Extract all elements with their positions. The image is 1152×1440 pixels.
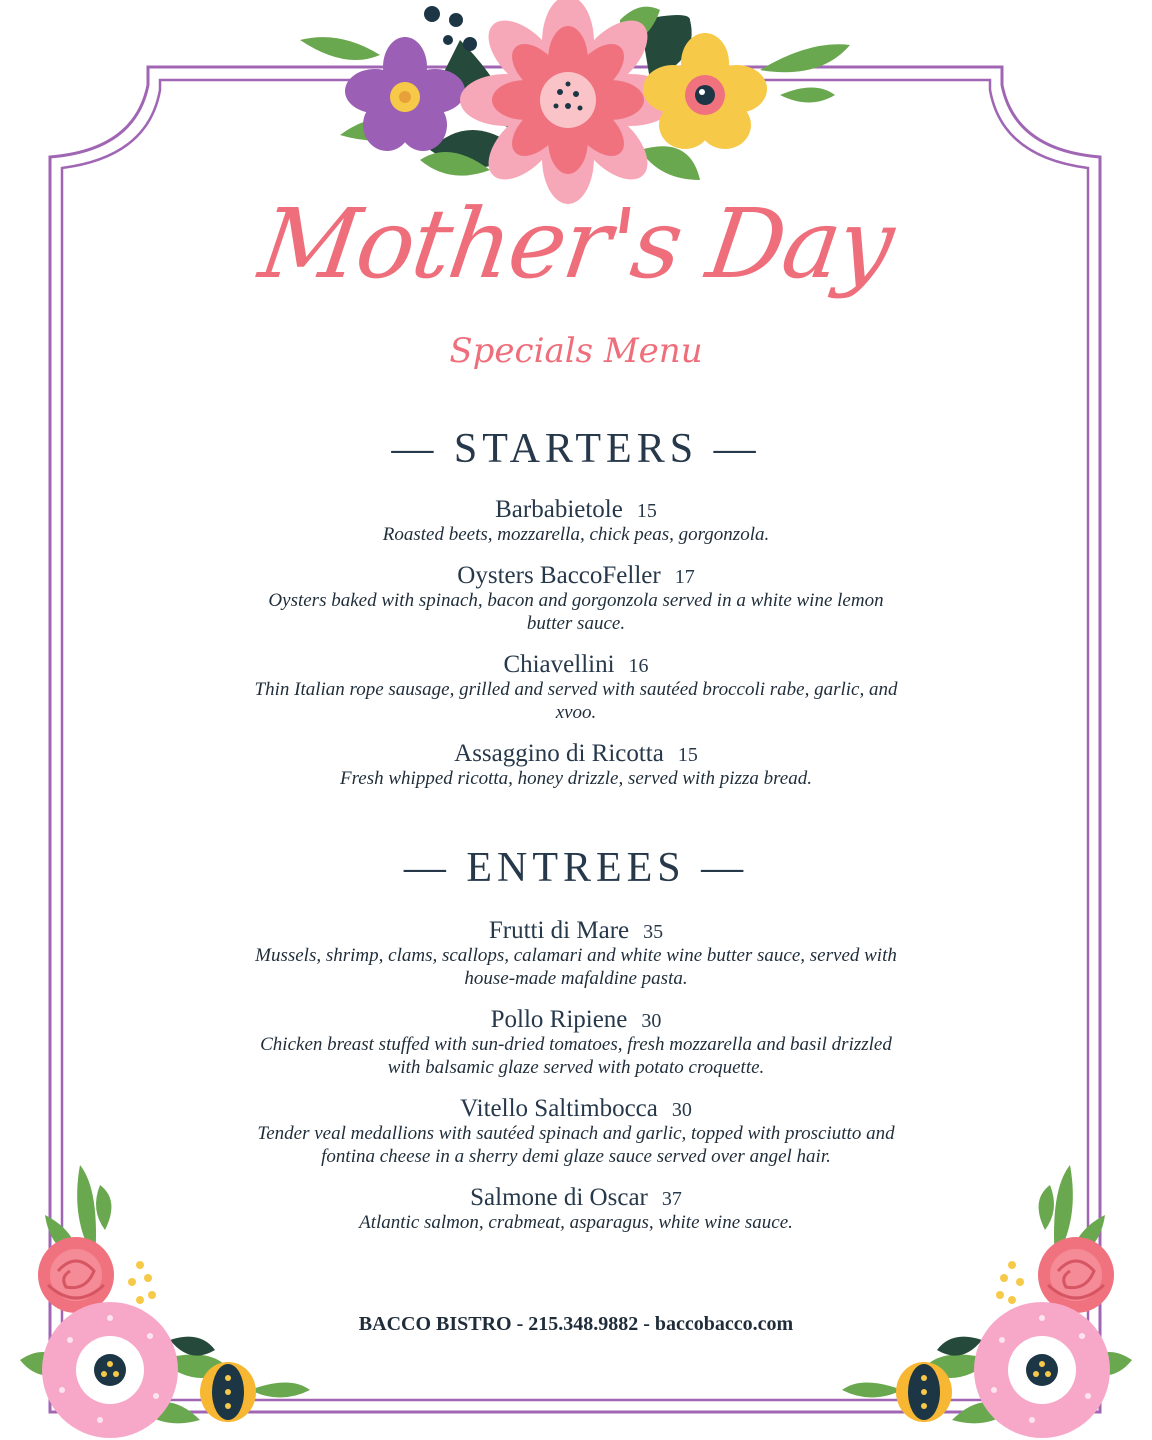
menu-item xyxy=(0,497,1152,546)
item-description: Tender veal medallions with sautéed spinach and garlic, topped with prosciutto and fontina cheese in a sherry demi glaze sauce served over angel hair. xyxy=(257,1123,895,1167)
menu-item xyxy=(0,1185,1152,1234)
menu-title: Mother's Day xyxy=(253,188,899,300)
item-name: Salmone di Oscar xyxy=(470,1184,648,1211)
menu-subtitle: Specials Menu xyxy=(449,331,703,371)
item-description: Chicken breast stuffed with sun-dried tomatoes, fresh mozzarella and basil drizzled with balsamic glaze served with potato croquette. xyxy=(260,1034,892,1078)
item-description: Mussels, shrimp, clams, scallops, calamari and white wine butter sauce, served with house-made mafaldine pasta. xyxy=(255,945,897,989)
item-name: Chiavellini xyxy=(503,651,615,678)
menu-item xyxy=(0,563,1152,635)
item-description: Oysters baked with spinach, bacon and gorgonzola served in a white wine lemon butter sauce. xyxy=(268,590,884,634)
menu-item xyxy=(0,1007,1152,1079)
item-description: Fresh whipped ricotta, honey drizzle, served with pizza bread. xyxy=(340,768,812,789)
item-description: Roasted beets, mozzarella, chick peas, gorgonzola. xyxy=(382,524,770,545)
item-price: 17 xyxy=(674,566,695,588)
menu-item xyxy=(0,741,1152,790)
item-name: Barbabietole xyxy=(495,496,623,523)
item-price: 15 xyxy=(677,744,698,766)
flower-bouquet-top xyxy=(300,0,850,204)
item-description: Atlantic salmon, crabmeat, asparagus, white wine sauce. xyxy=(359,1212,793,1233)
item-price: 30 xyxy=(671,1099,692,1121)
menu-item xyxy=(0,652,1152,724)
menu-item xyxy=(0,1096,1152,1168)
item-name: Assaggino di Ricotta xyxy=(454,740,664,767)
item-price: 15 xyxy=(636,500,657,522)
item-price: 37 xyxy=(661,1188,682,1210)
menu-item xyxy=(0,918,1152,990)
item-name: Frutti di Mare xyxy=(488,917,630,944)
item-name: Oysters BaccoFeller xyxy=(457,562,661,589)
restaurant-footer: BACCO BISTRO - 215.348.9882 - baccobacco.com xyxy=(358,1313,794,1335)
item-price: 35 xyxy=(643,921,664,943)
item-name: Pollo Ripiene xyxy=(490,1006,628,1033)
starters-heading: — STARTERS — xyxy=(391,426,761,472)
item-price: 30 xyxy=(641,1010,662,1032)
item-price: 16 xyxy=(628,655,649,677)
item-description: Thin Italian rope sausage, grilled and served with sautéed broccoli rabe, garlic, and xvoo. xyxy=(254,679,898,723)
item-name: Vitello Saltimbocca xyxy=(460,1095,658,1122)
entrees-heading: — ENTREES — xyxy=(403,845,749,891)
